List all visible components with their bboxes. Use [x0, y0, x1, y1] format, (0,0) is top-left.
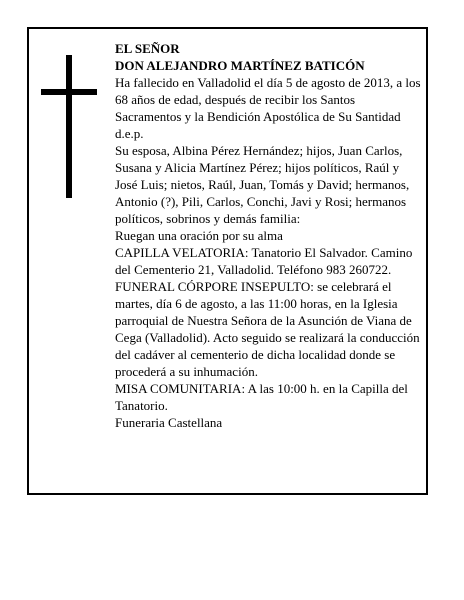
mass-info: MISA COMUNITARIA: A las 10:00 h. en la Capilla del Tanatorio. — [115, 381, 408, 413]
funeral-home: Funeraria Castellana — [115, 415, 223, 430]
funeral-info: FUNERAL CÓRPORE INSEPULTO: se celebrará el martes, día 6 de agosto, a las 11:00 horas, en la Iglesia parroquial de Nuestra Señora de la Asunción de Viana de Cega (Valladolid). Acto seguido se realizará la conducción del cadáver al cementerio de dicha localidad donde se procederá a su inhumación. — [115, 279, 420, 379]
obituary-text — [115, 40, 421, 431]
wake-chapel-info: CAPILLA VELATORIA: Tanatorio El Salvador. Camino del Cementerio 21, Valladolid. Teléfono 983 260722. — [115, 245, 413, 277]
obituary-notice — [27, 27, 428, 495]
cross-horizontal-bar — [41, 89, 97, 95]
deceased-name: DON ALEJANDRO MARTÍNEZ BATICÓN — [115, 58, 365, 73]
family-list: Su esposa, Albina Pérez Hernández; hijos, Juan Carlos, Susana y Alicia Martínez Pérez; hijos políticos, Raúl y José Luis; nietos, Raúl, Juan, Tomás y David; hermanos, Antonio (?), Pili, Carlos, Conchi, Javi y Rosi; hermanos políticos, sobrinos y demás familia: — [115, 143, 410, 226]
cross-icon — [41, 55, 97, 198]
deceased-title: EL SEÑOR — [115, 41, 180, 56]
death-announcement: Ha fallecido en Valladolid el día 5 de agosto de 2013, a los 68 años de edad, después de recibir los Santos Sacramentos y la Bendición Apostólica de Su Santidad d.e.p. — [115, 75, 421, 141]
prayer-request: Ruegan una oración por su alma — [115, 228, 283, 243]
cross-vertical-bar — [66, 55, 72, 198]
